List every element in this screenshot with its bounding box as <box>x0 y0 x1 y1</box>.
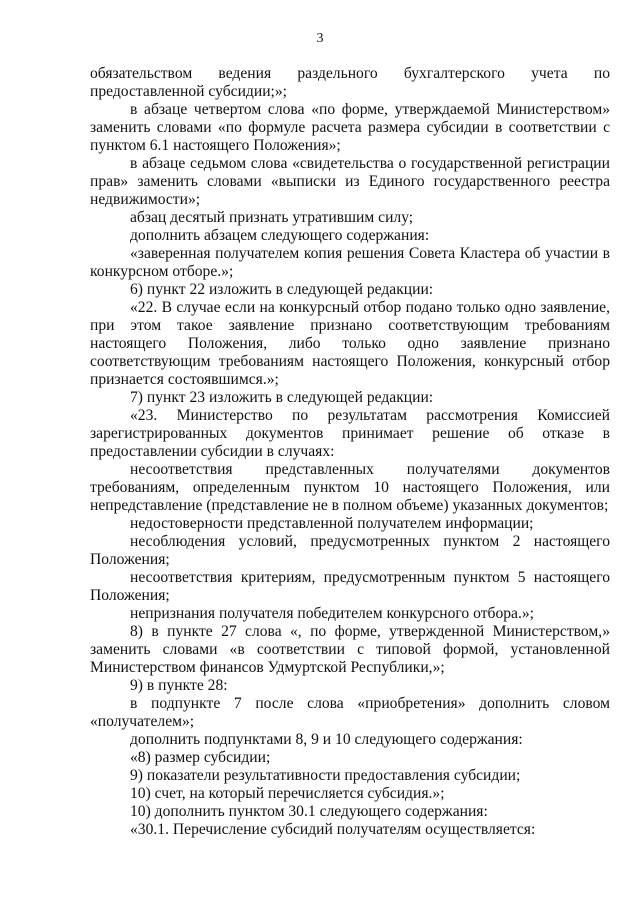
document-body <box>90 65 610 839</box>
paragraph: дополнить абзацем следующего содержания: <box>130 227 430 244</box>
paragraph: в подпункте 7 после слова «приобретения» дополнить словом «получателем»; <box>90 695 610 730</box>
paragraph: в абзаце четвертом слова «по форме, утверждаемой Министерством» заменить словами «по формуле расчета размера субсидии в соответствии с пунктом 6.1 настоящего Положения»; <box>90 101 610 154</box>
paragraph: 6) пункт 22 изложить в следующей редакции: <box>130 281 434 298</box>
paragraph: абзац десятый признать утратившим силу; <box>130 209 414 226</box>
paragraph: несоблюдения условий, предусмотренных пунктом 2 настоящего Положения; <box>90 533 610 568</box>
paragraph: непризнания получателя победителем конкурсного отбора.»; <box>130 605 534 622</box>
paragraph: 9) в пункте 28: <box>130 677 228 694</box>
page-number: 3 <box>316 31 324 46</box>
paragraph: 7) пункт 23 изложить в следующей редакции: <box>130 389 434 406</box>
paragraph: «23. Министерство по результатам рассмотрения Комиссией зарегистрированных документов принимает решение об отказе в предоставлении субсидии в случаях: <box>90 407 610 460</box>
paragraph: обязательством ведения раздельного бухгалтерского учета по предоставленной субсидии;»; <box>90 65 610 100</box>
paragraph: дополнить подпунктами 8, 9 и 10 следующего содержания: <box>130 731 523 748</box>
paragraph: в абзаце седьмом слова «свидетельства о государственной регистрации прав» заменить словами «выписки из Единого государственного реестра недвижимости»; <box>90 155 610 208</box>
paragraph: несоответствия критериям, предусмотренным пунктом 5 настоящего Положения; <box>90 569 610 604</box>
paragraph: «8) размер субсидии; <box>130 749 271 766</box>
paragraph: «заверенная получателем копия решения Совета Кластера об участии в конкурсном отборе.»; <box>90 245 610 280</box>
paragraph: 10) счет, на который перечисляется субсидия.»; <box>130 785 445 802</box>
paragraph: 9) показатели результативности предоставления субсидии; <box>130 767 521 784</box>
paragraph: 8) в пункте 27 слова «, по форме, утвержденной Министерством,» заменить словами «в соответствии с типовой формой, установленной Министерством финансов Удмуртской Республики,»; <box>90 623 610 676</box>
paragraph: недостоверности представленной получателем информации; <box>130 515 534 532</box>
paragraph: 10) дополнить пунктом 30.1 следующего содержания: <box>130 803 488 820</box>
paragraph: «22. В случае если на конкурсный отбор подано только одно заявление, при этом такое заявление признано соответствующим требованиям настоящего Положения, либо только одно заявление признано соответствующим требованиям настоящего Положения, конкурсный отбор признается состоявшимся.»; <box>90 299 610 388</box>
paragraph: несоответствия представленных получателями документов требованиям, определенным пунктом 10 настоящего Положения, или непредставление (представление не в полном объеме) указанных документов; <box>90 461 610 514</box>
paragraph: «30.1. Перечисление субсидий получателям осуществляется: <box>130 821 536 838</box>
